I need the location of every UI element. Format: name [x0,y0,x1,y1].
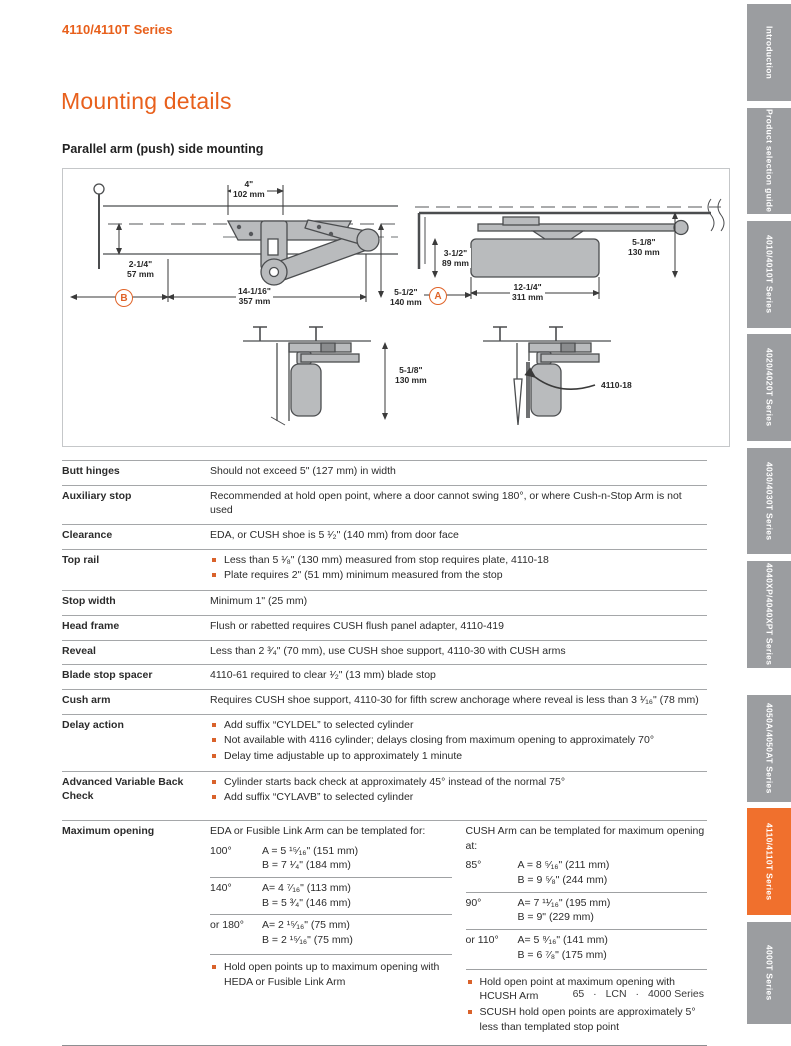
table-row [62,485,707,524]
bullet-marker [212,573,216,577]
row-value: Add suffix “CYLDEL” to selected cylinder Not available with 4116 cylinder; delays closing from maximum opening to approximately 70° Delay time adjustable up to approximately 1 minute [210,718,707,765]
series-label: 4110/4110T Series [62,22,173,37]
dim-14-1-16in: 14-1/16" 357 mm [238,286,271,307]
row-value: EDA, or CUSH shoe is 5 ¹⁄₂" (140 mm) from door face [210,529,459,542]
bullet-marker [468,1010,472,1014]
table-row [62,689,707,714]
max-opening-grid [210,824,707,1035]
view-b-marker: B [115,289,133,307]
part-label-4110-18: 4110-18 [601,380,632,390]
page-number: 65 [572,988,585,1000]
row-label: Head frame [62,619,120,632]
opening-sub-row: or 180° A= 2 ¹⁵⁄₁₆" (75 mm) B = 2 ¹⁵⁄₁₆" (75 mm) [210,914,452,951]
sidebar-tab-4050a-series[interactable]: 4050A/4050AT Series [747,695,791,802]
sidebar-tab-4040xp-series[interactable]: 4040XP/4040XPT Series [747,561,791,668]
dim-5-1-8in-a: 5-1/8" 130 mm [628,237,660,258]
row-label: Clearance [62,529,113,542]
row-label: Advanced Variable Back Check [62,775,184,803]
sidebar-tab-4110-series-active[interactable]: 4110/4110T Series [747,808,791,915]
row-label: Auxiliary stop [62,489,132,502]
row-value: 4110-61 required to clear ¹⁄₂" (13 mm) blade stop [210,669,436,682]
row-value: Cylinder starts back check at approximately 45° instead of the normal 75° Add suffix “CYLAVB” to selected cylinder [210,775,707,806]
row-label: Blade stop spacer [62,669,153,682]
table-row [62,590,707,615]
opening-sub-row: 100° A = 5 ¹⁵⁄₁₆" (151 mm) B = 7 ¹⁄₄" (184 mm) [210,844,359,872]
sidebar-tab-4000t-series[interactable]: 4000T Series [747,922,791,1024]
opening-sub-row: or 110° A= 5 ⁹⁄₁₆" (141 mm) B = 6 ⁷⁄₈" (175 mm) [466,929,708,966]
column-header: EDA or Fusible Link Arm can be templated for: [210,825,426,837]
table-row [62,771,707,820]
row-value: Less than 2 ³⁄₄" (70 mm), use CUSH shoe support, 4110-30 with CUSH arms [210,644,566,657]
row-value: Requires CUSH shoe support, 4110-30 for fifth screw anchorage where reveal is less than 3 ¹⁄₁₆" (78 mm) [210,693,699,706]
table-row [62,664,707,689]
table-row [62,714,707,771]
bullet-marker [212,738,216,742]
table-row [62,549,707,590]
brand-name: LCN [605,988,627,1000]
dim-12-1-4in: 12-1/4" 311 mm [512,282,544,303]
sidebar-tab-introduction[interactable]: Introduction [747,4,791,101]
sidebar-tab-4030-series[interactable]: 4030/4030T Series [747,448,791,554]
sidebar-tab-product-selection-guide[interactable]: Product selection guide [747,108,791,214]
footer-separator: · [635,988,640,1000]
mounting-diagram [62,168,730,447]
row-label: Cush arm [62,693,111,706]
dim-4in: 4" 102 mm [233,179,265,200]
max-opening-left-column [210,824,452,1035]
sidebar-tab-4020-series[interactable]: 4020/4020T Series [747,334,791,441]
row-value: Should not exceed 5" (127 mm) in width [210,465,396,477]
dim-2-1-4in: 2-1/4" 57 mm [127,259,154,280]
door-closer-technical-drawing [63,169,731,448]
page-footer [62,988,707,1000]
opening-sub-row: 140° A= 4 ⁷⁄₁₆" (113 mm) B = 5 ³⁄₄" (146 mm) [210,877,452,914]
dim-3-1-2in: 3-1/2" 89 mm [442,248,469,269]
series-name: 4000 Series [647,988,704,1000]
dim-5-1-8in-section: 5-1/8" 130 mm [395,365,427,386]
table-row-maximum-opening [62,820,707,1045]
row-value: Flush or rabetted requires CUSH flush panel adapter, 4110-419 [210,619,504,632]
row-label: Stop width [62,595,116,608]
row-label: Butt hinges [62,465,120,477]
row-label: Delay action [62,718,124,731]
table-row [62,615,707,640]
row-label: Reveal [62,644,96,657]
column-notes: Hold open point at maximum opening with HCUSH Arm SCUSH hold open points are approximately 5° less than templated stop point [466,969,708,1035]
table-row [62,524,707,549]
row-value: Minimum 1" (25 mm) [210,595,308,608]
page-title: Mounting details [61,88,232,114]
table-row [62,460,707,485]
bullet-marker [468,980,472,984]
table-row [62,640,707,665]
view-a-marker: A [429,287,447,305]
opening-sub-row: 85° A = 8 ⁵⁄₁₆" (211 mm) B = 9 ⁵⁄₈" (244 mm) [465,859,610,887]
row-label: Top rail [62,553,100,566]
column-notes: Hold open points up to maximum opening with HEDA or Fusible Link Arm [210,954,452,989]
mounting-spec-table [62,460,707,1046]
bullet-marker [212,558,216,562]
row-value: Recommended at hold open point, where a door cannot swing 180°, or where Cush-n-Stop Arm is not used [210,489,682,517]
footer-separator: · [593,988,597,1000]
bullet-marker [212,723,216,727]
row-value: Less than 5 ¹⁄₈" (130 mm) measured from stop requires plate, 4110-18 Plate requires 2" (51 mm) minimum measured from the stop [210,553,707,584]
row-label: Maximum opening [62,825,155,837]
bullet-marker [212,965,216,969]
sidebar-tab-4010-series[interactable]: 4010/4010T Series [747,221,791,328]
opening-sub-row: 90° A= 7 ¹¹⁄₁₆" (195 mm) B = 9" (229 mm) [466,892,708,929]
bullet-marker [212,780,216,784]
max-opening-right-column [466,824,708,1035]
bullet-marker [212,754,216,758]
column-header: CUSH Arm can be templated for maximum opening at: [465,825,705,852]
section-subtitle: Parallel arm (push) side mounting [62,142,264,156]
dim-5-1-2in: 5-1/2" 140 mm [390,287,422,308]
bullet-marker [212,795,216,799]
